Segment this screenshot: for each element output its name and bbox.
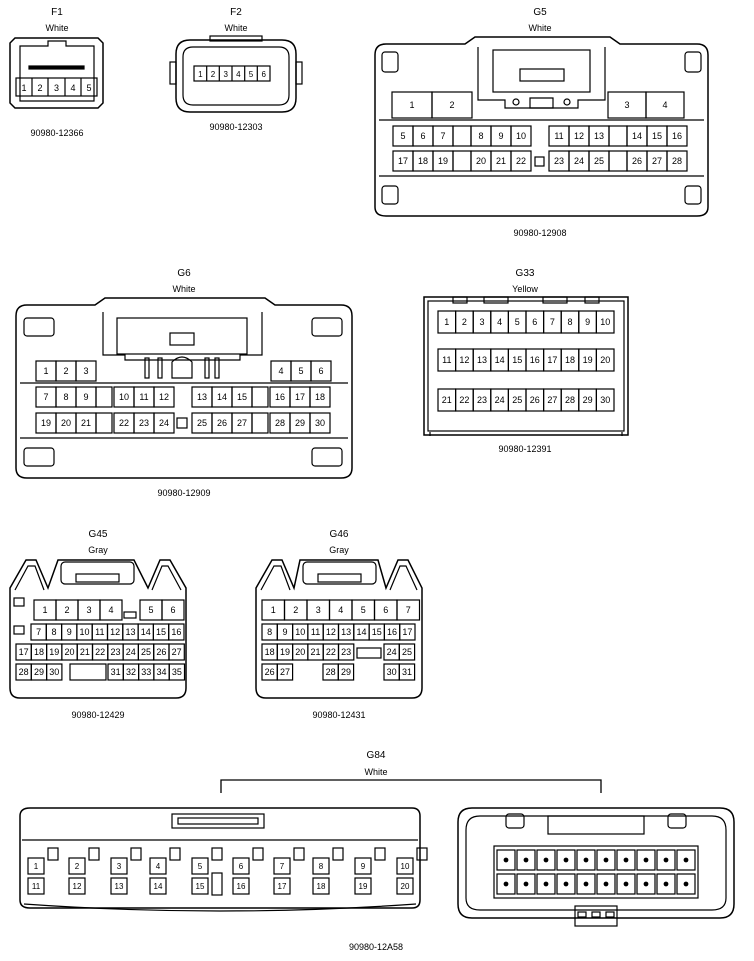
f2-pins: [194, 66, 270, 81]
g84-latch-cavity: [375, 848, 385, 860]
g45-pin: 7: [36, 627, 42, 638]
g6-pin: 6: [318, 366, 324, 377]
g6-pin: 7: [43, 392, 49, 403]
g45-pin: 4: [108, 605, 114, 616]
g45-pin: 35: [171, 667, 182, 678]
g6-pin: 8: [63, 392, 69, 403]
g84-terminal-dot: [604, 882, 608, 886]
g45-pin: 15: [156, 627, 167, 638]
g46-pin: 19: [279, 647, 290, 658]
g33-pin: 8: [567, 317, 573, 328]
g45-pin: 22: [95, 647, 106, 658]
g33-pin: 27: [547, 395, 558, 406]
g6-pin: 25: [196, 418, 208, 429]
g84-latch-cavity: [417, 848, 427, 860]
g45-pin: 9: [66, 627, 72, 638]
g5-pin: 22: [515, 156, 527, 167]
g84-terminal-dot: [664, 882, 668, 886]
g46-pin: 29: [340, 667, 351, 678]
g33-pin: 11: [442, 355, 452, 366]
g46-part-number: 90980-12431: [312, 710, 366, 720]
g33-pin: 21: [441, 395, 452, 406]
g46-pin: 20: [295, 647, 306, 658]
g33-pin: 15: [512, 355, 523, 366]
g45-pin: 19: [49, 647, 60, 658]
g84-latch-cavity: [294, 848, 304, 860]
g33-pin: 23: [476, 395, 488, 406]
g46-pin: 8: [267, 627, 273, 638]
g46-id: G46: [329, 529, 349, 540]
g6-pin: 18: [314, 392, 326, 403]
g6-pin-grid: [36, 361, 331, 433]
g33-pin-grid: [438, 311, 614, 411]
g84-pin: 20: [400, 881, 410, 891]
g5-pin: 14: [631, 131, 643, 142]
g5-pin: 7: [440, 131, 446, 142]
g45-pin: 8: [51, 627, 57, 638]
g84-latch-cavity: [212, 848, 222, 860]
g5-blank-cavity: [609, 151, 627, 171]
g5-pin: 6: [420, 131, 426, 142]
g6-pin: 15: [236, 392, 248, 403]
g33-pin: 29: [582, 395, 593, 406]
g84-pin: 18: [316, 881, 326, 891]
g46-pin: 14: [356, 627, 367, 638]
g84-terminal-dot: [664, 858, 668, 862]
g45-pin: 10: [79, 627, 90, 638]
g46-pin: 10: [295, 627, 306, 638]
g46-pin: 5: [360, 605, 366, 616]
g33-pin: 30: [600, 395, 611, 406]
g33-part-number: 90980-12391: [498, 444, 552, 454]
g5-pin: 27: [651, 156, 663, 167]
connector-f1: [10, 7, 103, 138]
g6-pin: 2: [63, 366, 69, 377]
g46-pin: 9: [282, 627, 288, 638]
g5-pin: 4: [662, 100, 668, 111]
g6-pin: 20: [60, 418, 72, 429]
connector-f2: [170, 7, 302, 132]
g5-pin: 2: [449, 100, 455, 111]
g84-key-slot: [212, 873, 222, 895]
g45-pin: 28: [18, 667, 29, 678]
g46-pin: 18: [264, 647, 275, 658]
g84-latch-cavity: [89, 848, 99, 860]
g46-pin: 12: [325, 627, 336, 638]
g6-pin: 13: [196, 392, 208, 403]
g46-pin: 7: [405, 605, 411, 616]
g45-pin: 18: [33, 647, 44, 658]
g6-pin: 16: [274, 392, 286, 403]
g84-terminal-dot: [564, 858, 568, 862]
g6-blank-cavity: [96, 387, 112, 407]
g45-pin: 32: [125, 667, 136, 678]
g45-pin: 5: [148, 605, 154, 616]
g45-part-number: 90980-12429: [71, 710, 125, 720]
connector-g33: [424, 268, 628, 454]
g84-terminal-dot: [624, 858, 628, 862]
g33-pin: 25: [512, 395, 523, 406]
g84-terminal-dot: [644, 858, 648, 862]
f2-pin: 2: [210, 70, 216, 79]
g84-pin: 17: [277, 881, 287, 891]
g5-blank-cavity: [609, 126, 627, 146]
g6-pin: 3: [83, 366, 89, 377]
g46-pin: 6: [383, 605, 389, 616]
g45-pin: 11: [95, 627, 105, 638]
g33-pin: 14: [494, 355, 505, 366]
g5-pin: 15: [651, 131, 663, 142]
g46-pin: 1: [270, 605, 276, 616]
g84-terminal-dot: [604, 858, 608, 862]
g84-terminal-dot: [644, 882, 648, 886]
g33-pin: 2: [461, 317, 467, 328]
g33-pin: 10: [600, 317, 611, 328]
g84-pin: 5: [197, 861, 203, 871]
g46-pin: 28: [325, 667, 336, 678]
g5-pin: 1: [409, 100, 415, 111]
g45-pin: 26: [156, 647, 167, 658]
g5-pin: 8: [478, 131, 484, 142]
g46-pin: 23: [341, 647, 352, 658]
connector-g45: [10, 529, 186, 720]
f2-id: F2: [230, 7, 242, 18]
connector-g46: [256, 529, 422, 720]
g5-pin: 23: [553, 156, 565, 167]
g45-blank-cavity: [70, 664, 106, 680]
g45-pin: 13: [125, 627, 136, 638]
f2-pin: 6: [261, 70, 266, 79]
g84-terminal-dot: [564, 882, 568, 886]
g6-part-number: 90980-12909: [157, 488, 211, 498]
g6-pin: 24: [158, 418, 170, 429]
g46-pin: 4: [338, 605, 344, 616]
g33-pin: 20: [600, 355, 611, 366]
g46-pin: 31: [401, 667, 412, 678]
g84-color: White: [364, 767, 388, 777]
g84-pin: 19: [358, 881, 368, 891]
g6-blank-cavity: [96, 413, 112, 433]
g33-pin: 16: [529, 355, 540, 366]
g33-pin: 3: [479, 317, 485, 328]
f1-pin: 4: [70, 83, 76, 93]
g5-color: White: [528, 23, 552, 33]
f1-pin: 2: [37, 83, 43, 93]
g33-pin: 4: [497, 317, 503, 328]
g6-color: White: [172, 284, 196, 294]
g46-pin: 26: [264, 667, 275, 678]
connector-g6: [16, 268, 352, 498]
g46-pin: 25: [401, 647, 412, 658]
g84-pin: 1: [33, 861, 39, 871]
g45-pin: 25: [141, 647, 152, 658]
g45-pin: 24: [125, 647, 136, 658]
g33-pin: 9: [585, 317, 591, 328]
g45-pin: 34: [156, 667, 167, 678]
g5-pin: 12: [573, 131, 585, 142]
g5-pin: 5: [400, 131, 406, 142]
g33-pin: 5: [514, 317, 520, 328]
g33-id: G33: [515, 268, 535, 279]
g5-pin: 11: [554, 131, 564, 142]
g5-pin: 25: [593, 156, 605, 167]
g6-blank-cavity: [252, 413, 268, 433]
g45-pin: 20: [64, 647, 75, 658]
g45-pin: 17: [18, 647, 29, 658]
g5-pin: 16: [671, 131, 683, 142]
g45-pin: 3: [86, 605, 92, 616]
g84-latch-cavity: [170, 848, 180, 860]
g5-pin: 10: [515, 131, 527, 142]
f1-pin: 1: [21, 83, 27, 93]
g45-pin: 27: [171, 647, 182, 658]
g46-pin: 17: [402, 627, 413, 638]
g84-pin: 8: [318, 861, 324, 871]
f2-pin: 3: [223, 70, 228, 79]
g46-pin: 16: [387, 627, 398, 638]
f1-color: White: [45, 23, 69, 33]
f2-color: White: [224, 23, 248, 33]
g5-pin: 21: [495, 156, 507, 167]
f2-pin: 1: [198, 70, 203, 79]
connector-g5: [375, 7, 708, 238]
g45-pin: 14: [140, 627, 151, 638]
f1-id: F1: [51, 7, 63, 18]
g5-blank-cavity: [453, 126, 471, 146]
g84-terminal-dot: [584, 858, 588, 862]
g5-pin: 17: [397, 156, 409, 167]
g84-id: G84: [366, 750, 386, 761]
g5-key-square: [535, 157, 544, 166]
g6-pin: 26: [216, 418, 228, 429]
g5-blank-cavity: [453, 151, 471, 171]
g84-terminal-dot: [544, 858, 548, 862]
g84-latch-cavity: [131, 848, 141, 860]
g33-pin: 17: [547, 355, 558, 366]
g6-pin: 4: [278, 366, 284, 377]
g6-pin: 28: [274, 418, 286, 429]
g84-pin: 3: [116, 861, 122, 871]
g84-pin: 4: [155, 861, 161, 871]
g45-pin: 33: [141, 667, 152, 678]
g46-pin: 15: [371, 627, 382, 638]
g84-latch-cavity: [253, 848, 263, 860]
f2-pin: 5: [248, 70, 254, 79]
g6-pin: 10: [118, 392, 130, 403]
f1-pin: 3: [53, 83, 60, 93]
g46-pin: 27: [279, 667, 290, 678]
f2-pin: 4: [236, 70, 241, 79]
g45-pin: 16: [171, 627, 182, 638]
g46-pin: 3: [315, 605, 321, 616]
g84-latch-cavity: [333, 848, 343, 860]
g5-pin: 3: [624, 100, 630, 111]
g45-pin: 21: [79, 647, 90, 658]
g6-pin: 27: [236, 418, 248, 429]
g46-pin-grid: [262, 600, 420, 680]
g6-id: G6: [177, 268, 191, 279]
g84-pin: 12: [72, 881, 82, 891]
g33-pin: 18: [564, 355, 576, 366]
g6-pin: 19: [40, 418, 52, 429]
g6-pin: 29: [294, 418, 306, 429]
g45-pin: 6: [170, 605, 176, 616]
g33-pin: 12: [459, 355, 470, 366]
g5-pin: 13: [593, 131, 605, 142]
g45-pin: 12: [110, 627, 121, 638]
g6-pin: 17: [294, 392, 306, 403]
g33-pin: 26: [529, 395, 540, 406]
g6-pin: 22: [118, 418, 130, 429]
g6-pin: 5: [298, 366, 304, 377]
g45-id: G45: [88, 529, 108, 540]
g84-latch-cavity: [48, 848, 58, 860]
g84-pin: 2: [74, 861, 80, 871]
g5-pin: 20: [475, 156, 487, 167]
g84-terminal-dot: [544, 882, 548, 886]
g33-pin: 7: [549, 317, 555, 328]
g46-color: Gray: [329, 545, 349, 555]
g45-pin-grid: [16, 600, 185, 680]
g5-pin: 26: [631, 156, 643, 167]
g46-pin: 22: [325, 647, 336, 658]
g84-pin: 13: [114, 881, 124, 891]
g6-pin: 12: [158, 392, 170, 403]
f1-part-number: 90980-12366: [30, 128, 84, 138]
g84-pin: 11: [31, 881, 41, 891]
g84-pin: 16: [236, 881, 246, 891]
g6-pin: 14: [216, 392, 228, 403]
g5-pin: 24: [573, 156, 585, 167]
g5-pin: 18: [417, 156, 429, 167]
g84-terminal-dot: [584, 882, 588, 886]
g5-part-number: 90980-12908: [513, 228, 567, 238]
g5-pin-grid: [392, 92, 687, 171]
g45-pin: 30: [49, 667, 60, 678]
f1-pin: 5: [86, 83, 92, 93]
g46-pin: 24: [386, 647, 397, 658]
g46-pin: 2: [293, 605, 299, 616]
g6-pin: 1: [43, 366, 49, 377]
g46-pin: 11: [310, 627, 321, 638]
g84-pin: 9: [360, 861, 366, 871]
g84-part-number: 90980-12A58: [348, 942, 404, 952]
g84-terminal-dot: [504, 858, 508, 862]
g84-rear-cavities: [497, 850, 695, 894]
g33-pin: 19: [582, 355, 593, 366]
g84-pin: 10: [400, 861, 410, 871]
connector-g84: [20, 750, 734, 952]
g46-pin: 13: [341, 627, 352, 638]
g45-pin: 31: [110, 667, 121, 678]
f2-part-number: 90980-12303: [209, 122, 263, 132]
g84-terminal-dot: [624, 882, 628, 886]
g33-pin: 24: [494, 395, 505, 406]
g33-pin: 13: [476, 355, 488, 366]
g45-pin: 29: [33, 667, 44, 678]
g6-blank-cavity: [252, 387, 268, 407]
g84-pin: 14: [153, 881, 163, 891]
g84-pin: 7: [279, 861, 285, 871]
g5-id: G5: [533, 7, 547, 18]
g45-pin: 23: [110, 647, 121, 658]
g6-pin: 21: [80, 418, 92, 429]
g33-pin: 1: [444, 317, 450, 328]
g45-color: Gray: [88, 545, 108, 555]
g5-pin: 19: [437, 156, 449, 167]
g84-terminal-dot: [504, 882, 508, 886]
g33-pin: 28: [564, 395, 576, 406]
g84-pin: 15: [195, 881, 205, 891]
g5-pin: 9: [498, 131, 504, 142]
g6-pin: 11: [139, 392, 149, 403]
g33-color: Yellow: [512, 284, 538, 294]
g6-pin: 9: [83, 392, 89, 403]
g33-pin: 22: [459, 395, 470, 406]
f1-pins: [16, 78, 97, 96]
g5-pin: 28: [671, 156, 683, 167]
g84-terminal-dot: [684, 858, 688, 862]
g84-terminal-dot: [524, 882, 528, 886]
g45-pin: 2: [64, 605, 70, 616]
g6-pin: 23: [138, 418, 150, 429]
g33-pin: 6: [532, 317, 538, 328]
g6-pin: 30: [314, 418, 326, 429]
g46-pin: 21: [310, 647, 321, 658]
g45-pin: 1: [42, 605, 48, 616]
g84-terminal-dot: [684, 882, 688, 886]
g46-pin: 30: [386, 667, 397, 678]
g84-terminal-dot: [524, 858, 528, 862]
g6-key-square: [177, 418, 187, 428]
g84-pin-grid: [28, 848, 427, 895]
g84-pin: 6: [238, 861, 244, 871]
